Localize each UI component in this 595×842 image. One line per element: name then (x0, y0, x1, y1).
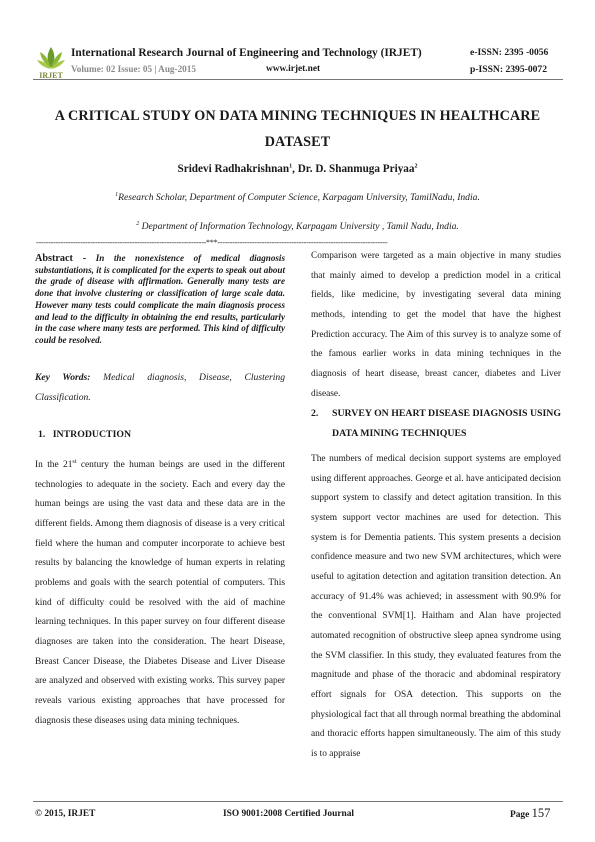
header-rule (33, 79, 563, 80)
section-2-heading: 2. SURVEY ON HEART DISEASE DIAGNOSIS USING DATA MINING TECHNIQUES (311, 408, 561, 439)
affiliation-1: $^1$Research Scholar, Department of Computer Science, Karpagam University, TamilNadu, India. (115, 191, 480, 203)
section-1-heading: 1. INTRODUCTION (38, 429, 132, 440)
introduction-body: In the 21st century the human beings are used in the different technologies to adequate in the society. Each and every day the human beings are using the vast data and these data are in the different fields. Among them diagnosis of disease is a very critical field where the human and computer incorporate to achieve best results by balancing the knowledge of human experts in relating problems and goals with the search potential of computers. This kind of difficulty could be resolved with the aid of machine learning techniques. In this paper survey on four different disease diagnoses are taken into the consideration. The heart Disease, Breast Cancer Disease, the Diabetes Disease and Liver Disease are analyzed and observed with existing works. This survey paper reveals various existing approaches that have processed for diagnosis these diseases using data mining techniques. (35, 458, 285, 726)
leaf-emblem-icon (37, 47, 65, 69)
page-number: Page 157 (510, 806, 551, 820)
e-issn: e-ISSN: 2395 -0056 (470, 47, 549, 58)
keywords-text: Medical diagnosis, Disease, Clustering Classification. (35, 372, 286, 403)
abstract (35, 253, 285, 347)
irjet-logo (33, 44, 69, 80)
keywords-label: Key Words: (35, 372, 91, 383)
paper-title: A CRITICAL STUDY ON DATA MINING TECHNIQUES IN HEALTHCARE DATASET (54, 108, 541, 150)
footer-rule (33, 801, 563, 802)
author-2: , Dr. D. Shanmuga Priyaa (292, 163, 415, 175)
continued-paragraph: Comparison were targeted as a main objective in many studies that mainly aimed to develop a prediction model in a critical fields, like medicine, by investigating several data mining methods, intending to get the model that have the highest Prediction accuracy. The Aim of this survey is to analyze some of the famous earlier works in data mining techniques in the diagnosis of heart disease, breast cancer, diabetes and Liver disease. (311, 251, 561, 399)
logo-text: IRJET (39, 71, 63, 80)
author-list: Sridevi Radhakrishnan$^1$, Dr. D. Shanmuga Priyaa$^2$ (177, 163, 418, 175)
journal-name: International Research Journal of Engineering and Technology (IRJET) (71, 47, 422, 59)
journal-website[interactable]: www.irjet.net (266, 64, 321, 74)
volume-issue: Volume: 02 Issue: 05 | Aug-2015 (71, 64, 196, 74)
copyright: © 2015, IRJET (35, 809, 96, 819)
p-issn: p-ISSN: 2395-0072 (470, 64, 548, 75)
abstract-text: In the nonexistence of medical diagnosis substantiations, it is complicated for the experts to speak out about the grade of disease with affirmation. Generally many tests are done that involve clustering or classification of large scale data. However many tests could complicate the main diagnosis process and lead to the difficulty in obtaining the end results, particularly in the case where many tests are performed. This kind of difficulty could be resolved. (35, 253, 285, 345)
iso-certification: ISO 9001:2008 Certified Journal (223, 809, 354, 819)
author-1: Sridevi Radhakrishnan (177, 163, 290, 175)
section-separator: ---------------------------------------------------------------------***--------------------------------------------------------------------- (36, 238, 388, 247)
affiliation-2: $^2$ Department of Information Technology, Karpagam University , Tamil Nadu, India. (136, 220, 459, 232)
section-2-body: The numbers of medical decision support systems are employed using different approaches. George et al. have anticipated decision support system to classify and detect agitation transition. In this system support vector machines are used for detection. This system is for Dementia patients. This system presents a decision confidence measure and two new SVM architectures, which were useful to agitation detection and agitation transition detection. An accuracy of 91.4% was achieved; in assessment with 90.9% for the conventional SVM[1]. Haitham and Alan have projected automated recognition of obstructive sleep apnea syndrome using the SVM classifier. In this study, they evaluated features from the magnitude and phase of the thoracic and abdominal respiratory effort signals for OSA detection. This supports on the physiological fact that all through normal breathing the abdominal and thoracic efforts happen simultaneously. The aim of this study is to appraise (311, 454, 561, 759)
abstract-label: Abstract - (35, 253, 87, 264)
keywords (35, 368, 285, 407)
